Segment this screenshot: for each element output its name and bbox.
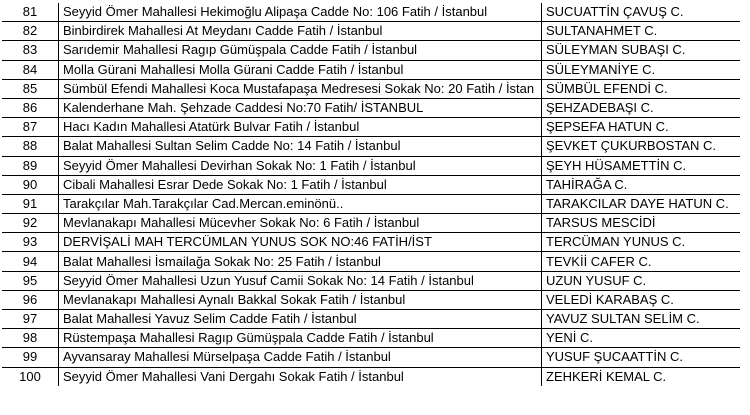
row-number-cell: 86: [2, 98, 59, 117]
row-number-cell: 100: [2, 367, 59, 386]
mosque-name-cell: ŞEHZADEBAŞI C.: [542, 98, 741, 117]
row-number-cell: 83: [2, 41, 59, 60]
address-cell: Hacı Kadın Mahallesi Atatürk Bulvar Fatih / İstanbul: [59, 118, 542, 137]
address-cell: Seyyid Ömer Mahallesi Vani Dergahı Sokak Fatih / İstanbul: [59, 367, 542, 386]
row-number-cell: 93: [2, 233, 59, 252]
table-row: [2, 22, 740, 41]
address-cell: Seyyid Ömer Mahallesi Uzun Yusuf Camii Sokak No: 14 Fatih / İstanbul: [59, 271, 542, 290]
mosque-name-cell: TAHİRAĞA C.: [542, 175, 741, 194]
table-row: [2, 175, 740, 194]
table-row: [2, 214, 740, 233]
mosque-name-cell: YUSUF ŞUCAATTİN C.: [542, 348, 741, 367]
table-row: [2, 3, 740, 22]
address-cell: Tarakçılar Mah.Tarakçılar Cad.Mercan.eminönü..: [59, 194, 542, 213]
mosque-name-cell: ŞEPSEFA HATUN C.: [542, 118, 741, 137]
mosque-list-sheet: [0, 3, 750, 415]
row-number-cell: 92: [2, 214, 59, 233]
mosque-name-cell: SULTANAHMET C.: [542, 22, 741, 41]
address-cell: Mevlanakapı Mahallesi Aynalı Bakkal Sokak Fatih / İstanbul: [59, 290, 542, 309]
address-cell: Ayvansaray Mahallesi Mürselpaşa Cadde Fatih / İstanbul: [59, 348, 542, 367]
mosque-table: [2, 3, 740, 386]
mosque-name-cell: UZUN YUSUF C.: [542, 271, 741, 290]
address-cell: Rüstempaşa Mahallesi Ragıp Gümüşpala Cadde Fatih / İstanbul: [59, 329, 542, 348]
mosque-name-cell: VELEDİ KARABAŞ C.: [542, 290, 741, 309]
row-number-cell: 85: [2, 79, 59, 98]
table-row: [2, 41, 740, 60]
row-number-cell: 84: [2, 60, 59, 79]
mosque-name-cell: SÜLEYMAN SUBAŞI C.: [542, 41, 741, 60]
mosque-name-cell: YAVUZ SULTAN SELİM C.: [542, 310, 741, 329]
table-row: [2, 118, 740, 137]
mosque-name-cell: ŞEVKET ÇUKURBOSTAN C.: [542, 137, 741, 156]
address-cell: Seyyid Ömer Mahallesi Devirhan Sokak No: 1 Fatih / İstanbul: [59, 156, 542, 175]
row-number-cell: 81: [2, 3, 59, 22]
row-number-cell: 90: [2, 175, 59, 194]
address-cell: Seyyid Ömer Mahallesi Hekimoğlu Alipaşa Cadde No: 106 Fatih / İstanbul: [59, 3, 542, 22]
address-cell: Mevlanakapı Mahallesi Mücevher Sokak No: 6 Fatih / İstanbul: [59, 214, 542, 233]
address-cell: Kalenderhane Mah. Şehzade Caddesi No:70 Fatih/ İSTANBUL: [59, 98, 542, 117]
mosque-name-cell: TEVKİİ CAFER C.: [542, 252, 741, 271]
mosque-name-cell: ZEHKERİ KEMAL C.: [546, 368, 667, 384]
address-cell: Binbirdirek Mahallesi At Meydanı Cadde Fatih / İstanbul: [59, 22, 542, 41]
address-cell: Balat Mahallesi Sultan Selim Cadde No: 14 Fatih / İstanbul: [59, 137, 542, 156]
table-row: [2, 348, 740, 367]
table-row: [2, 329, 740, 348]
table-body: [2, 3, 740, 386]
mosque-name-cell: SUCUATTİN ÇAVUŞ C.: [542, 3, 741, 22]
mosque-name-cell: TARAKCILAR DAYE HATUN C.: [542, 194, 741, 213]
table-row: [2, 194, 740, 213]
mosque-name-cell: ŞEYH HÜSAMETTİN C.: [542, 156, 741, 175]
address-cell: Molla Gürani Mahallesi Molla Gürani Cadde Fatih / İstanbul: [59, 60, 542, 79]
table-row: [2, 367, 740, 386]
mosque-name-cell: SÜMBÜL EFENDİ C.: [542, 79, 741, 98]
row-number-cell: 96: [2, 290, 59, 309]
row-number-cell: 94: [2, 252, 59, 271]
table-row: [2, 79, 740, 98]
row-number-cell: 98: [2, 329, 59, 348]
address-cell: DERVİŞALİ MAH TERCÜMLAN YUNUS SOK NO:46 FATİH/İST: [59, 233, 542, 252]
table-row: [2, 290, 740, 309]
table-row: [2, 252, 740, 271]
mosque-name-cell: TARSUS MESCİDİ: [542, 214, 741, 233]
table-row: [2, 310, 740, 329]
mosque-name-cell: SÜLEYMANİYE C.: [542, 60, 741, 79]
mosque-name-cell: YENİ C.: [542, 329, 741, 348]
row-number-cell: 91: [2, 194, 59, 213]
row-number-cell: 88: [2, 137, 59, 156]
table-row: [2, 60, 740, 79]
table-row: [2, 137, 740, 156]
address-cell: Sarıdemir Mahallesi Ragıp Gümüşpala Cadde Fatih / İstanbul: [59, 41, 542, 60]
table-row: [2, 233, 740, 252]
row-number-cell: 99: [2, 348, 59, 367]
table-row: [2, 271, 740, 290]
table-row: [2, 98, 740, 117]
mosque-name-cell: TERCÜMAN YUNUS C.: [542, 233, 741, 252]
table-row: [2, 156, 740, 175]
row-number-cell: 82: [2, 22, 59, 41]
address-cell: Balat Mahallesi Yavuz Selim Cadde Fatih / İstanbul: [59, 310, 542, 329]
row-number-cell: 95: [2, 271, 59, 290]
address-cell: Sümbül Efendi Mahallesi Koca Mustafapaşa Medresesi Sokak No: 20 Fatih / İstan: [59, 79, 542, 98]
row-number-cell: 87: [2, 118, 59, 137]
address-cell: Cibali Mahallesi Esrar Dede Sokak No: 1 Fatih / İstanbul: [59, 175, 542, 194]
address-cell: Balat Mahallesi İsmailağa Sokak No: 25 Fatih / İstanbul: [59, 252, 542, 271]
row-number-cell: 97: [2, 310, 59, 329]
row-number-cell: 89: [2, 156, 59, 175]
